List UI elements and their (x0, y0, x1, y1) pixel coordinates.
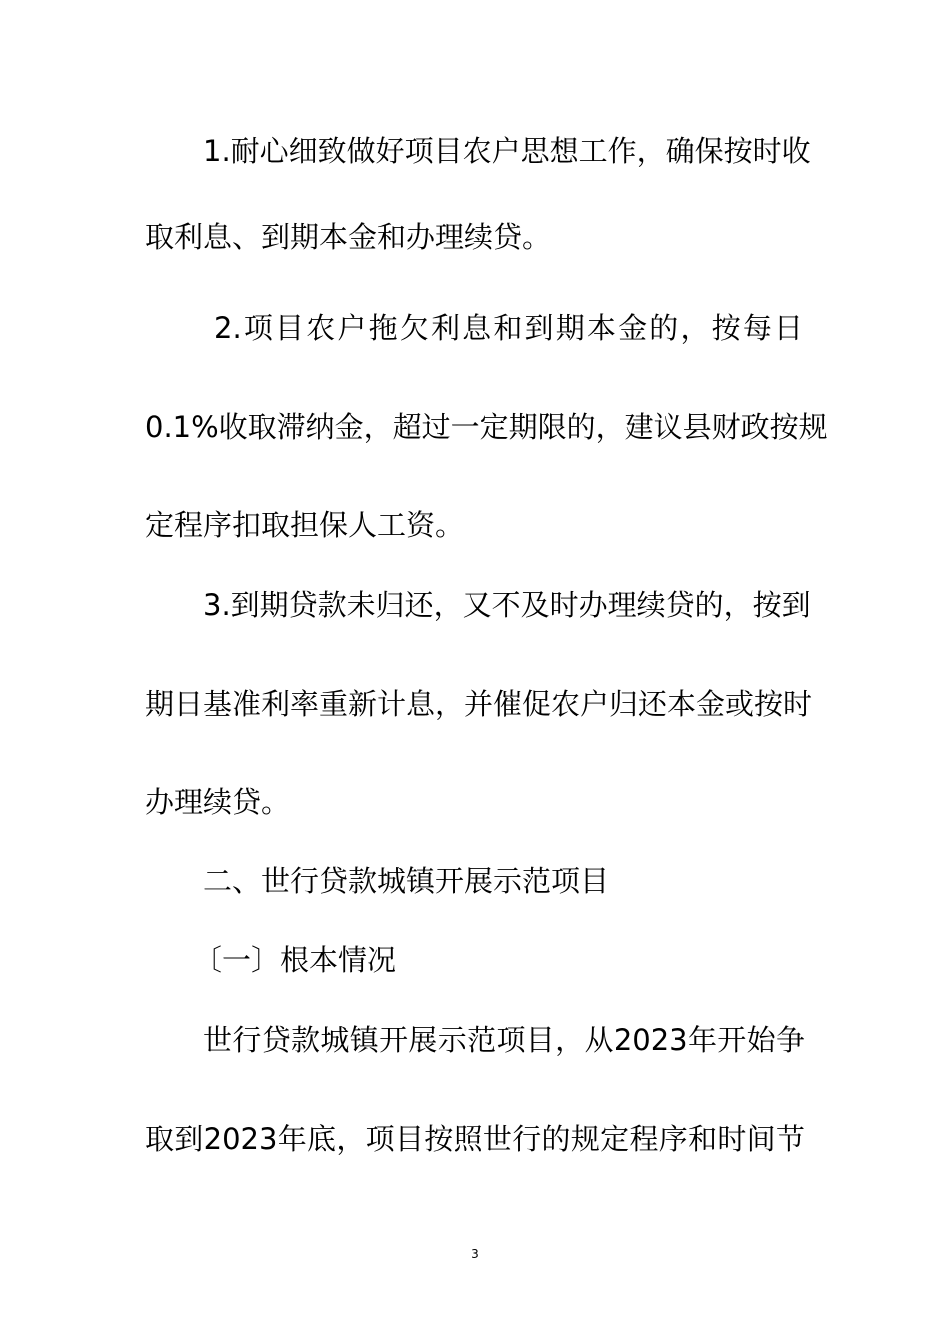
page-number: 3 (471, 1247, 479, 1261)
text-line-7: 期日基准利率重新计息，并催促农户归还本金或按时 (145, 687, 813, 721)
text-line-12: 取到2023年底，项目按照世行的规定程序和时间节 (145, 1122, 805, 1156)
text-line-5: 定程序扣取担保人工资。 (145, 508, 465, 542)
text-line-2: 取利息、到期本金和办理续贷。 (145, 220, 552, 254)
text-line-8: 办理续贷。 (145, 785, 291, 819)
text-line-6: 3.到期贷款未归还，又不及时办理续贷的，按到 (203, 588, 811, 622)
text-line-3: 2.项目农户拖欠利息和到期本金的，按每日 (214, 311, 803, 345)
text-line-1: 1.耐心细致做好项目农户思想工作，确保按时收 (203, 134, 811, 168)
subsection-heading: 〔一〕根本情况 (193, 943, 397, 977)
section-heading: 二、世行贷款城镇开展示范项目 (203, 864, 610, 898)
text-line-4: 0.1%收取滞纳金，超过一定期限的，建议县财政按规 (145, 410, 828, 444)
text-line-11: 世行贷款城镇开展示范项目，从2023年开始争 (203, 1023, 805, 1057)
